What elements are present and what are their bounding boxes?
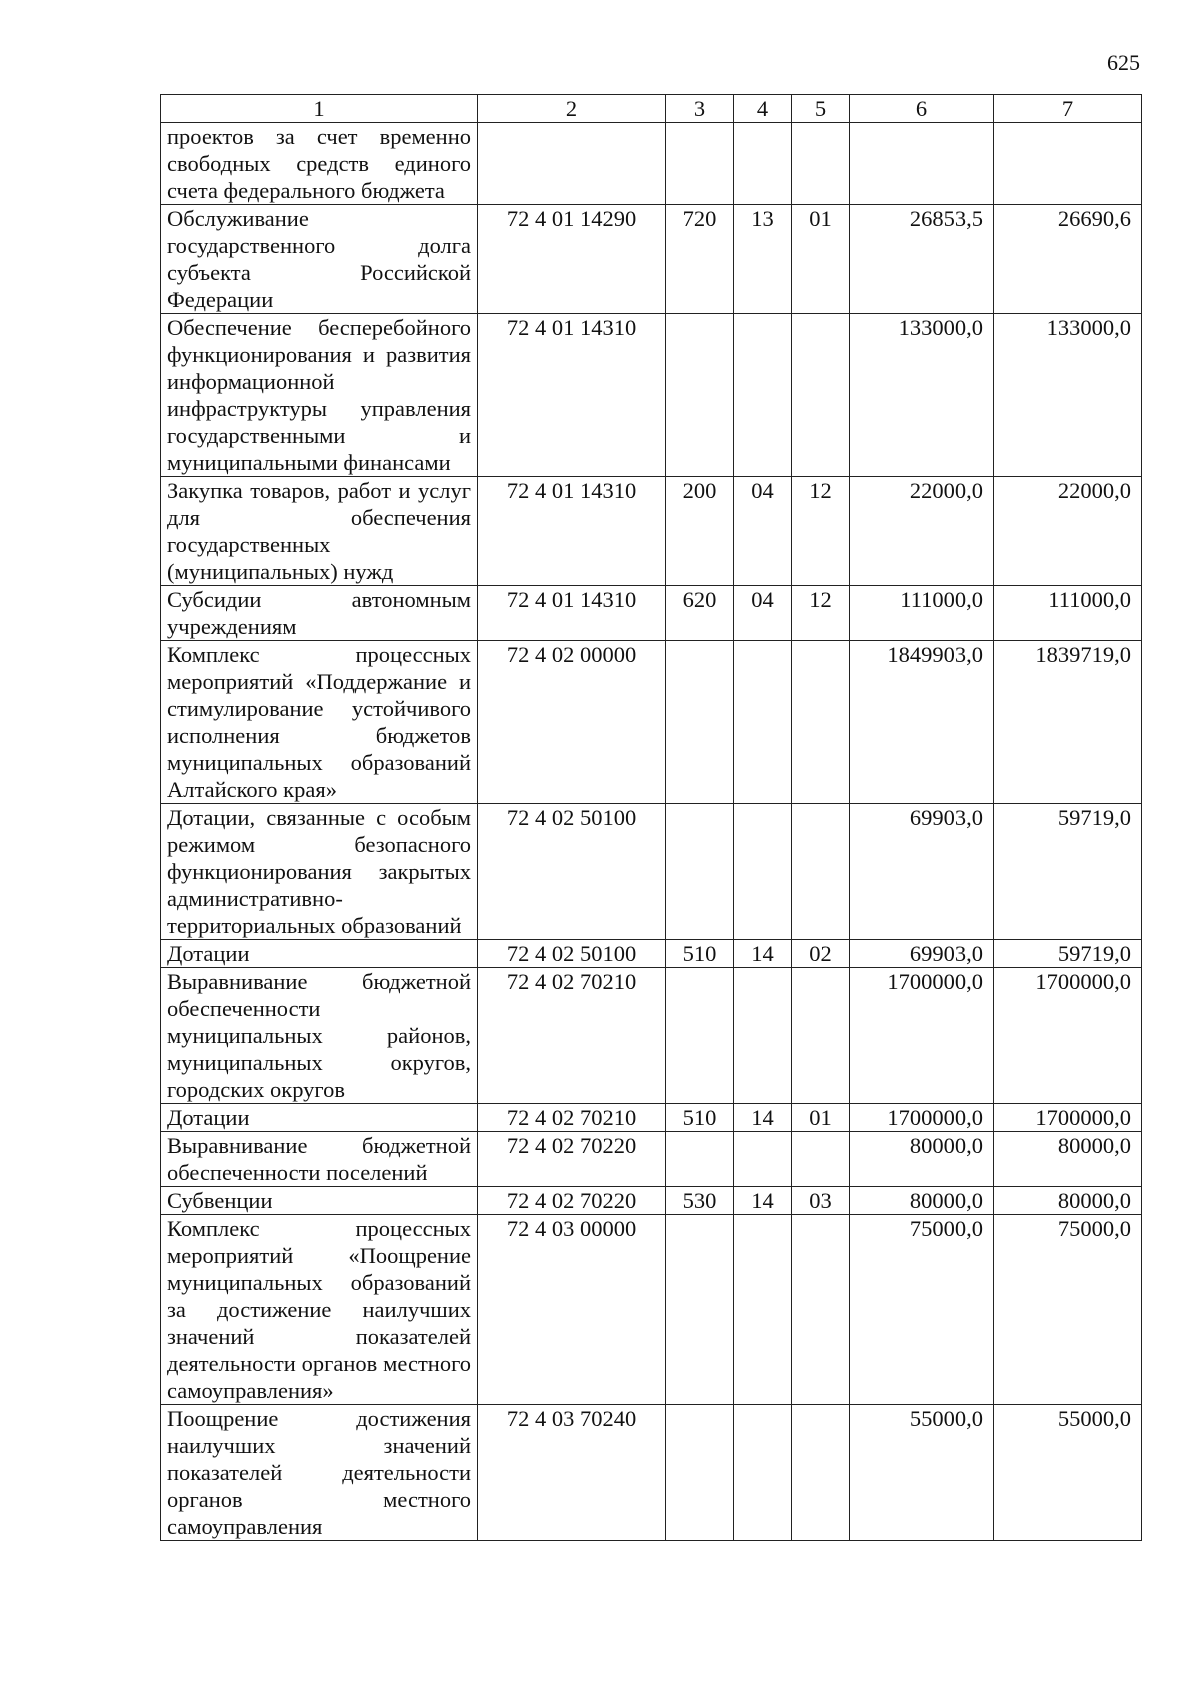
table-row: [161, 1132, 1142, 1187]
table-row: [161, 123, 1142, 205]
expense-type: 200: [666, 477, 734, 586]
section-code: 13: [734, 205, 792, 314]
amount-year-1: 133000,0: [850, 314, 994, 477]
amount-year-2: [994, 123, 1142, 205]
row-name: Комплекс процессных мероприятий «Поощрение муниципальных образований за достижение наилучших значений показателей деятельности органов местного самоуправления»: [161, 1215, 478, 1405]
section-code: [734, 1132, 792, 1187]
subsection-code: 03: [792, 1187, 850, 1215]
amount-year-2: 1839719,0: [994, 641, 1142, 804]
expense-type: [666, 804, 734, 940]
budget-table: [160, 94, 1142, 1541]
column-header: 1: [161, 95, 478, 123]
target-article-code: 72 4 03 70240: [478, 1405, 666, 1541]
column-header: 3: [666, 95, 734, 123]
section-code: 14: [734, 940, 792, 968]
amount-year-2: 26690,6: [994, 205, 1142, 314]
target-article-code: [478, 123, 666, 205]
expense-type: [666, 123, 734, 205]
target-article-code: 72 4 02 70220: [478, 1187, 666, 1215]
column-header: 4: [734, 95, 792, 123]
target-article-code: 72 4 02 50100: [478, 804, 666, 940]
column-header: 7: [994, 95, 1142, 123]
target-article-code: 72 4 02 00000: [478, 641, 666, 804]
table-row: [161, 477, 1142, 586]
section-code: [734, 1405, 792, 1541]
amount-year-1: 22000,0: [850, 477, 994, 586]
column-header: 6: [850, 95, 994, 123]
amount-year-1: [850, 123, 994, 205]
subsection-code: 12: [792, 586, 850, 641]
amount-year-1: 26853,5: [850, 205, 994, 314]
section-code: 04: [734, 477, 792, 586]
amount-year-1: 75000,0: [850, 1215, 994, 1405]
section-code: [734, 968, 792, 1104]
expense-type: [666, 1405, 734, 1541]
target-article-code: 72 4 01 14310: [478, 586, 666, 641]
target-article-code: 72 4 02 70210: [478, 1104, 666, 1132]
target-article-code: 72 4 01 14310: [478, 314, 666, 477]
row-name: Выравнивание бюджетной обеспеченности муниципальных районов, муниципальных округов, городских округов: [161, 968, 478, 1104]
amount-year-2: 1700000,0: [994, 968, 1142, 1104]
amount-year-1: 80000,0: [850, 1132, 994, 1187]
section-code: 14: [734, 1104, 792, 1132]
column-header: 5: [792, 95, 850, 123]
amount-year-2: 1700000,0: [994, 1104, 1142, 1132]
expense-type: 510: [666, 1104, 734, 1132]
amount-year-2: 22000,0: [994, 477, 1142, 586]
expense-type: 720: [666, 205, 734, 314]
column-header: 2: [478, 95, 666, 123]
target-article-code: 72 4 01 14310: [478, 477, 666, 586]
subsection-code: 01: [792, 205, 850, 314]
target-article-code: 72 4 01 14290: [478, 205, 666, 314]
table-row: [161, 205, 1142, 314]
expense-type: 510: [666, 940, 734, 968]
row-name: Выравнивание бюджетной обеспеченности поселений: [161, 1132, 478, 1187]
section-code: 04: [734, 586, 792, 641]
row-name: Дотации: [161, 1104, 478, 1132]
amount-year-2: 75000,0: [994, 1215, 1142, 1405]
subsection-code: [792, 1405, 850, 1541]
expense-type: [666, 1215, 734, 1405]
amount-year-2: 111000,0: [994, 586, 1142, 641]
row-name: Комплекс процессных мероприятий «Поддержание и стимулирование устойчивого исполнения бюджетов муниципальных образований Алтайского края»: [161, 641, 478, 804]
subsection-code: [792, 1132, 850, 1187]
amount-year-1: 69903,0: [850, 940, 994, 968]
table-row: [161, 641, 1142, 804]
target-article-code: 72 4 02 50100: [478, 940, 666, 968]
table-row: [161, 1187, 1142, 1215]
table-row: [161, 586, 1142, 641]
amount-year-2: 59719,0: [994, 804, 1142, 940]
expense-type: 530: [666, 1187, 734, 1215]
table-body: [161, 123, 1142, 1541]
section-code: [734, 1215, 792, 1405]
section-code: [734, 314, 792, 477]
target-article-code: 72 4 03 00000: [478, 1215, 666, 1405]
amount-year-2: 55000,0: [994, 1405, 1142, 1541]
subsection-code: [792, 804, 850, 940]
section-code: [734, 641, 792, 804]
section-code: [734, 123, 792, 205]
subsection-code: 02: [792, 940, 850, 968]
section-code: [734, 804, 792, 940]
expense-type: [666, 1132, 734, 1187]
row-name: Субсидии автономным учреждениям: [161, 586, 478, 641]
row-name: Дотации, связанные с особым режимом безопасного функционирования закрытых административно-территориальных образований: [161, 804, 478, 940]
table-row: [161, 968, 1142, 1104]
subsection-code: 12: [792, 477, 850, 586]
subsection-code: [792, 123, 850, 205]
amount-year-1: 1700000,0: [850, 1104, 994, 1132]
expense-type: [666, 314, 734, 477]
subsection-code: 01: [792, 1104, 850, 1132]
amount-year-2: 59719,0: [994, 940, 1142, 968]
amount-year-1: 55000,0: [850, 1405, 994, 1541]
subsection-code: [792, 314, 850, 477]
row-name: Закупка товаров, работ и услуг для обеспечения государственных (муниципальных) нужд: [161, 477, 478, 586]
table-row: [161, 1104, 1142, 1132]
row-name: Дотации: [161, 940, 478, 968]
amount-year-2: 133000,0: [994, 314, 1142, 477]
table-row: [161, 940, 1142, 968]
header-row: [161, 95, 1142, 123]
row-name: Обслуживание государственного долга субъекта Российской Федерации: [161, 205, 478, 314]
target-article-code: 72 4 02 70210: [478, 968, 666, 1104]
subsection-code: [792, 968, 850, 1104]
row-name: Субвенции: [161, 1187, 478, 1215]
expense-type: [666, 968, 734, 1104]
target-article-code: 72 4 02 70220: [478, 1132, 666, 1187]
section-code: 14: [734, 1187, 792, 1215]
amount-year-1: 111000,0: [850, 586, 994, 641]
table-row: [161, 1215, 1142, 1405]
expense-type: [666, 641, 734, 804]
amount-year-1: 1849903,0: [850, 641, 994, 804]
table-row: [161, 1405, 1142, 1541]
table-row: [161, 314, 1142, 477]
subsection-code: [792, 1215, 850, 1405]
row-name: проектов за счет временно свободных средств единого счета федерального бюджета: [161, 123, 478, 205]
amount-year-1: 69903,0: [850, 804, 994, 940]
table-row: [161, 804, 1142, 940]
expense-type: 620: [666, 586, 734, 641]
row-name: Поощрение достижения наилучших значений показателей деятельности органов местного самоуправления: [161, 1405, 478, 1541]
amount-year-1: 1700000,0: [850, 968, 994, 1104]
subsection-code: [792, 641, 850, 804]
amount-year-1: 80000,0: [850, 1187, 994, 1215]
amount-year-2: 80000,0: [994, 1132, 1142, 1187]
amount-year-2: 80000,0: [994, 1187, 1142, 1215]
row-name: Обеспечение бесперебойного функционирования и развития информационной инфраструктуры управления государственными и муниципальными финансами: [161, 314, 478, 477]
page-number: 625: [1107, 50, 1140, 75]
